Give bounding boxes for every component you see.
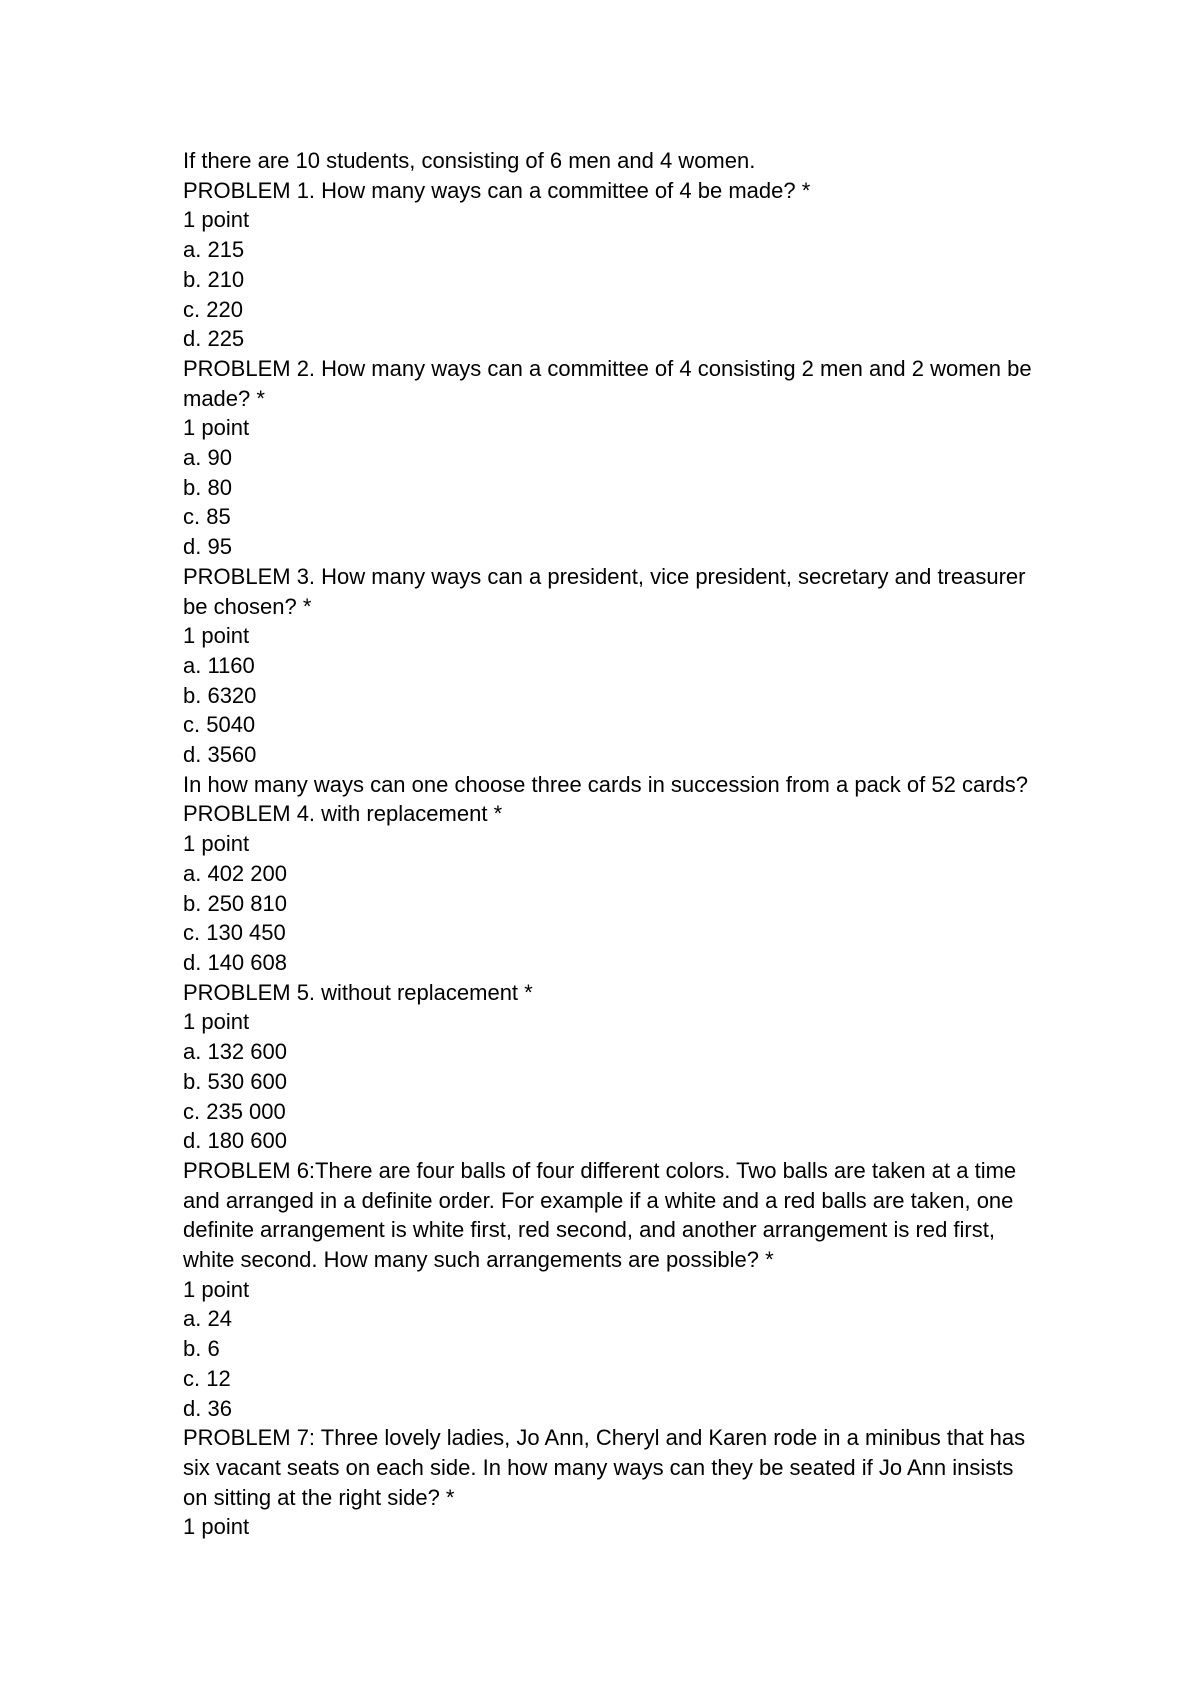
problem-4-option-d: d. 140 608 bbox=[183, 949, 287, 975]
problem-1-option-c: c. 220 bbox=[183, 296, 243, 322]
problem-4-points: 1 point bbox=[183, 831, 250, 857]
intro-text: If there are 10 students, consisting of 6 men and 4 women. bbox=[183, 148, 756, 173]
problem-2-points: 1 point bbox=[183, 415, 250, 441]
problem-1-option-a: a. 215 bbox=[183, 237, 245, 263]
problem-5-option-b: b. 530 600 bbox=[183, 1068, 287, 1094]
problem-4-option-c: c. 130 450 bbox=[183, 920, 286, 946]
problem-2-question-line-1: PROBLEM 2. How many ways can a committee of 4 consisting 2 men and 2 women be bbox=[183, 355, 1032, 381]
problem-5-points: 1 point bbox=[183, 1009, 250, 1035]
problem-2-option-b: b. 80 bbox=[183, 474, 232, 500]
problem-6-option-d: d. 36 bbox=[183, 1395, 232, 1421]
problem-3-option-d: d. 3560 bbox=[183, 742, 257, 768]
problem-7-points: 1 point bbox=[183, 1514, 250, 1540]
problem-1-question: PROBLEM 1. How many ways can a committee of 4 be made? * bbox=[183, 177, 811, 203]
problem-2-option-a: a. 90 bbox=[183, 445, 232, 471]
problem-7-question-line-3: on sitting at the right side? * bbox=[183, 1484, 455, 1510]
problem-5-question: PROBLEM 5. without replacement * bbox=[183, 979, 533, 1005]
problem-3-option-b: b. 6320 bbox=[183, 682, 257, 708]
problem-3-points: 1 point bbox=[183, 623, 250, 649]
problem-5-option-a: a. 132 600 bbox=[183, 1039, 287, 1065]
problem-7-question-line-1: PROBLEM 7: Three lovely ladies, Jo Ann, Cheryl and Karen rode in a minibus that has bbox=[183, 1425, 1026, 1451]
document-body bbox=[183, 146, 1063, 1542]
problem-6-question-line-2: and arranged in a definite order. For example if a white and a red balls are taken, one bbox=[183, 1187, 1014, 1213]
problem-4-question: PROBLEM 4. with replacement * bbox=[183, 801, 503, 827]
problem-4-option-a: a. 402 200 bbox=[183, 860, 287, 886]
problem-3-question-line-2: be chosen? * bbox=[183, 593, 312, 619]
problem-1-points: 1 point bbox=[183, 207, 250, 233]
problem-3-question-line-1: PROBLEM 3. How many ways can a president, vice president, secretary and treasurer bbox=[183, 563, 1026, 589]
problem-6-question-line-4: white second. How many such arrangements are possible? * bbox=[183, 1247, 774, 1273]
problem-1-option-d: d. 225 bbox=[183, 326, 245, 352]
problem-6-question-line-3: definite arrangement is white first, red second, and another arrangement is red first, bbox=[183, 1217, 995, 1243]
problem-6-question-line-1: PROBLEM 6:There are four balls of four different colors. Two balls are taken at a time bbox=[183, 1157, 1017, 1183]
problem-2-question-line-2: made? * bbox=[183, 385, 265, 411]
problem-7-question-line-2: six vacant seats on each side. In how many ways can they be seated if Jo Ann insists bbox=[183, 1454, 1014, 1480]
problem-5-option-d: d. 180 600 bbox=[183, 1128, 287, 1154]
problem-3-option-c: c. 5040 bbox=[183, 712, 256, 738]
cards-intro-text: In how many ways can one choose three cards in succession from a pack of 52 cards? bbox=[183, 771, 1028, 797]
problem-6-option-b: b. 6 bbox=[183, 1336, 220, 1362]
problem-1-option-b: b. 210 bbox=[183, 266, 245, 292]
problem-5-option-c: c. 235 000 bbox=[183, 1098, 286, 1124]
problem-6-option-a: a. 24 bbox=[183, 1306, 232, 1332]
problem-2-option-d: d. 95 bbox=[183, 534, 232, 560]
problem-2-option-c: c. 85 bbox=[183, 504, 231, 530]
problem-6-points: 1 point bbox=[183, 1276, 250, 1302]
problem-3-option-a: a. 1160 bbox=[183, 652, 255, 678]
problem-4-option-b: b. 250 810 bbox=[183, 890, 287, 916]
problem-6-option-c: c. 12 bbox=[183, 1365, 231, 1391]
